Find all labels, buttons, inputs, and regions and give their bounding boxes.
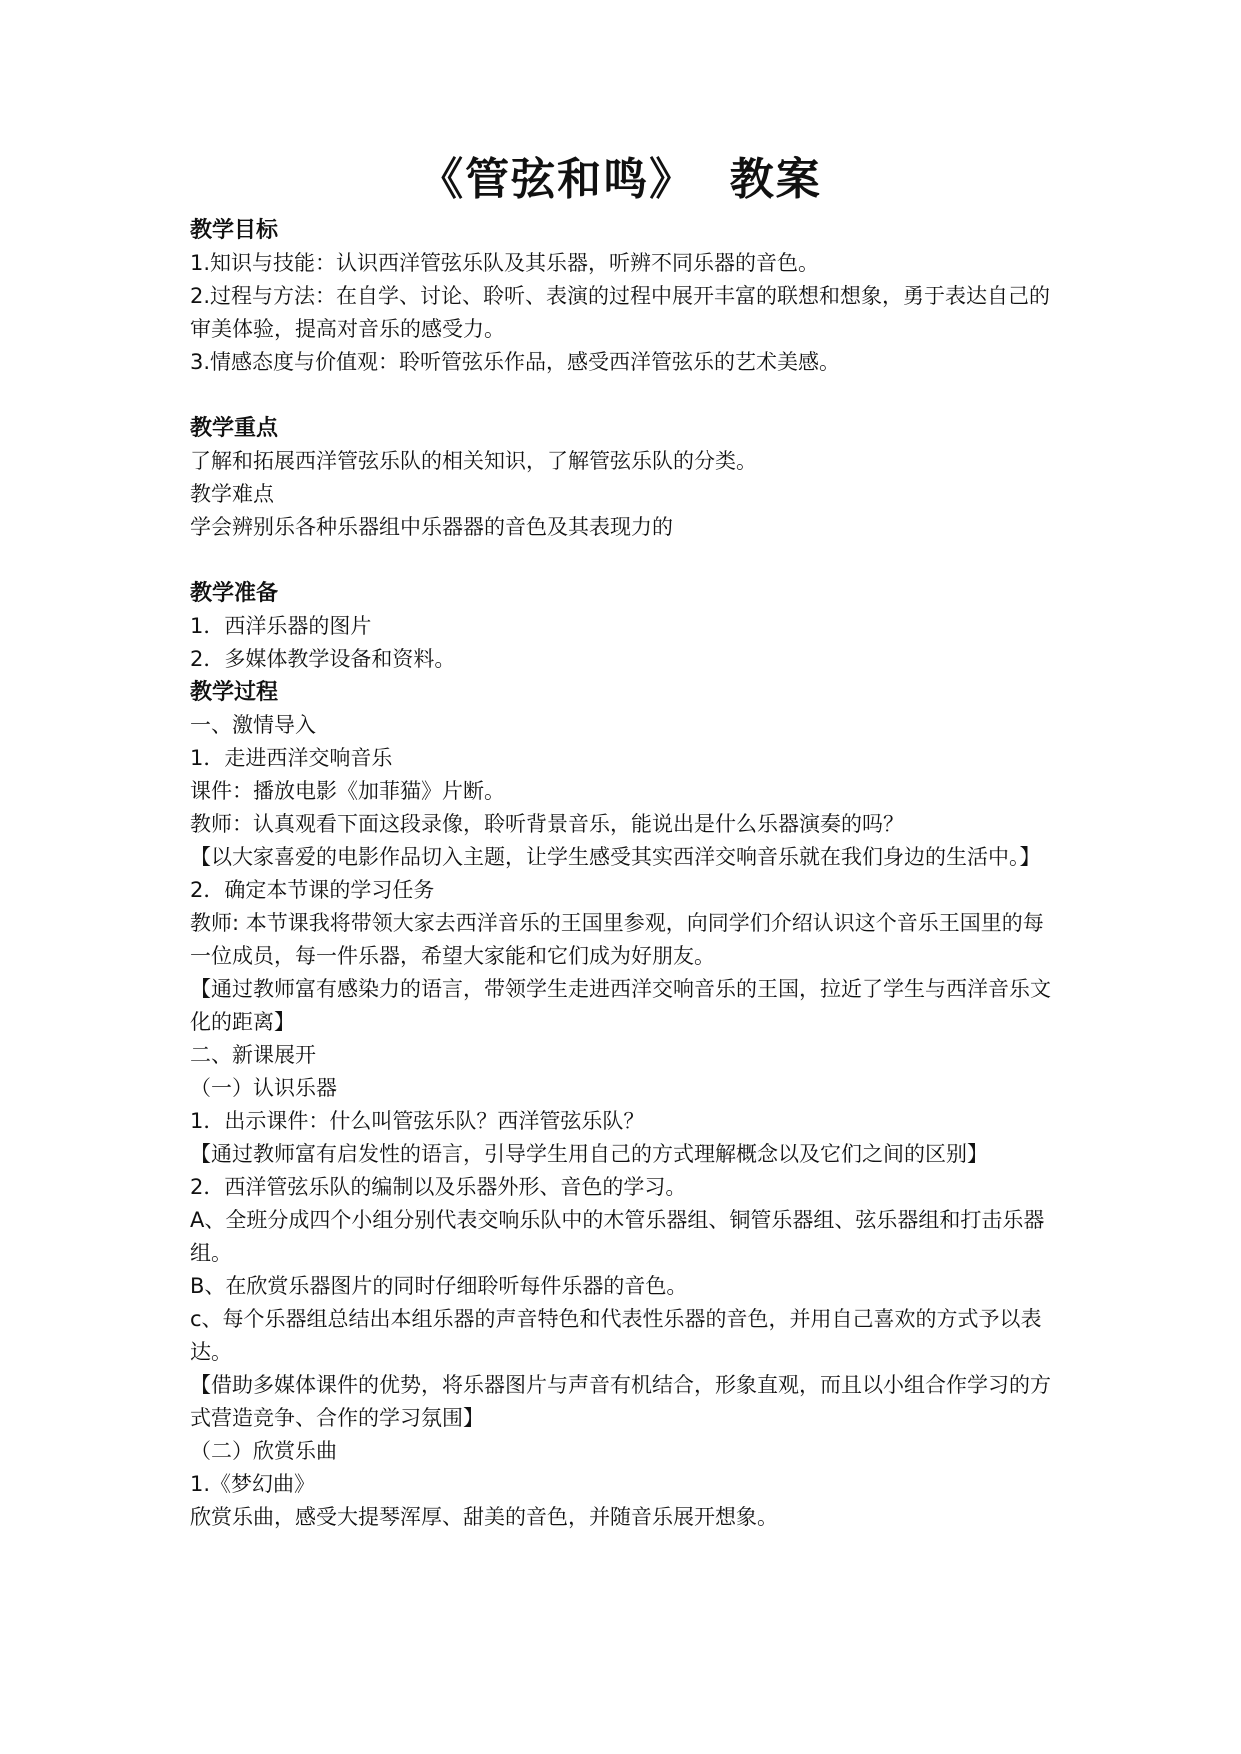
paragraph-line: 3.情感态度与价值观：聆听管弦乐作品，感受西洋管弦乐的艺术美感。 [190, 350, 841, 374]
document-body [190, 214, 1060, 1534]
paragraph-line: 2．西洋管弦乐队的编制以及乐器外形、音色的学习。 [190, 1175, 687, 1199]
paragraph-line: 教学难点 [190, 482, 274, 506]
paragraph-line: 1.知识与技能：认识西洋管弦乐队及其乐器，听辨不同乐器的音色。 [190, 251, 820, 275]
blank-line [190, 379, 1060, 412]
paragraph-line: 了解和拓展西洋管弦乐队的相关知识，了解管弦乐队的分类。 [190, 449, 757, 473]
paragraph-line: A、全班分成四个小组分别代表交响乐队中的木管乐器组、铜管乐器组、弦乐器组和打击乐器组。 [190, 1208, 1045, 1265]
section-heading: 教学目标 [190, 218, 279, 243]
section-heading: 教学重点 [190, 416, 279, 441]
paragraph-line: 【以大家喜爱的电影作品切入主题，让学生感受其实西洋交响音乐就在我们身边的生活中。】 [190, 845, 1041, 869]
paragraph-line: 【借助多媒体课件的优势，将乐器图片与声音有机结合，形象直观，而且以小组合作学习的方式营造竞争、合作的学习氛围】 [190, 1373, 1051, 1430]
paragraph-line: 课件：播放电影《加菲猫》片断。 [190, 779, 505, 803]
paragraph-line: （二）欣赏乐曲 [190, 1439, 337, 1463]
paragraph-line: 教师：认真观看下面这段录像，聆听背景音乐，能说出是什么乐器演奏的吗？ [190, 812, 904, 836]
paragraph-line: 欣赏乐曲，感受大提琴浑厚、甜美的音色，并随音乐展开想象。 [190, 1505, 778, 1529]
paragraph-line: 1．走进西洋交响音乐 [190, 746, 393, 770]
paragraph-line: 【通过教师富有启发性的语言，引导学生用自己的方式理解概念以及它们之间的区别】 [190, 1142, 988, 1166]
paragraph-line: c、每个乐器组总结出本组乐器的声音特色和代表性乐器的音色，并用自己喜欢的方式予以表达。 [190, 1307, 1042, 1364]
paragraph-line: 一、激情导入 [190, 713, 316, 737]
paragraph-line: B、在欣赏乐器图片的同时仔细聆听每件乐器的音色。 [190, 1274, 688, 1298]
paragraph-line: 2．多媒体教学设备和资料。 [190, 647, 456, 671]
blank-line [190, 544, 1060, 577]
paragraph-line: （一）认识乐器 [190, 1076, 337, 1100]
section-heading: 教学过程 [190, 680, 279, 705]
paragraph-line: 1．西洋乐器的图片 [190, 614, 372, 638]
paragraph-line: 1．出示课件：什么叫管弦乐队？西洋管弦乐队？ [190, 1109, 645, 1133]
paragraph-line: 1.《梦幻曲》 [190, 1472, 316, 1496]
paragraph-line: 二、新课展开 [190, 1043, 316, 1067]
paragraph-line: 【通过教师富有感染力的语言，带领学生走进西洋交响音乐的王国，拉近了学生与西洋音乐文化的距离】 [190, 977, 1051, 1034]
paragraph-line: 教师: 本节课我将带领大家去西洋音乐的王国里参观，向同学们介绍认识这个音乐王国里的每一位成员，每一件乐器，希望大家能和它们成为好朋友。 [190, 911, 1044, 968]
section-heading: 教学准备 [190, 581, 279, 606]
paragraph-line: 2．确定本节课的学习任务 [190, 878, 435, 902]
paragraph-line: 学会辨别乐各种乐器组中乐器器的音色及其表现力的 [190, 515, 673, 539]
paragraph-line: 2.过程与方法：在自学、讨论、聆听、表演的过程中展开丰富的联想和想象，勇于表达自己的审美体验，提高对音乐的感受力。 [190, 284, 1051, 341]
document-title: 《管弦和鸣》 教案 [419, 154, 822, 205]
